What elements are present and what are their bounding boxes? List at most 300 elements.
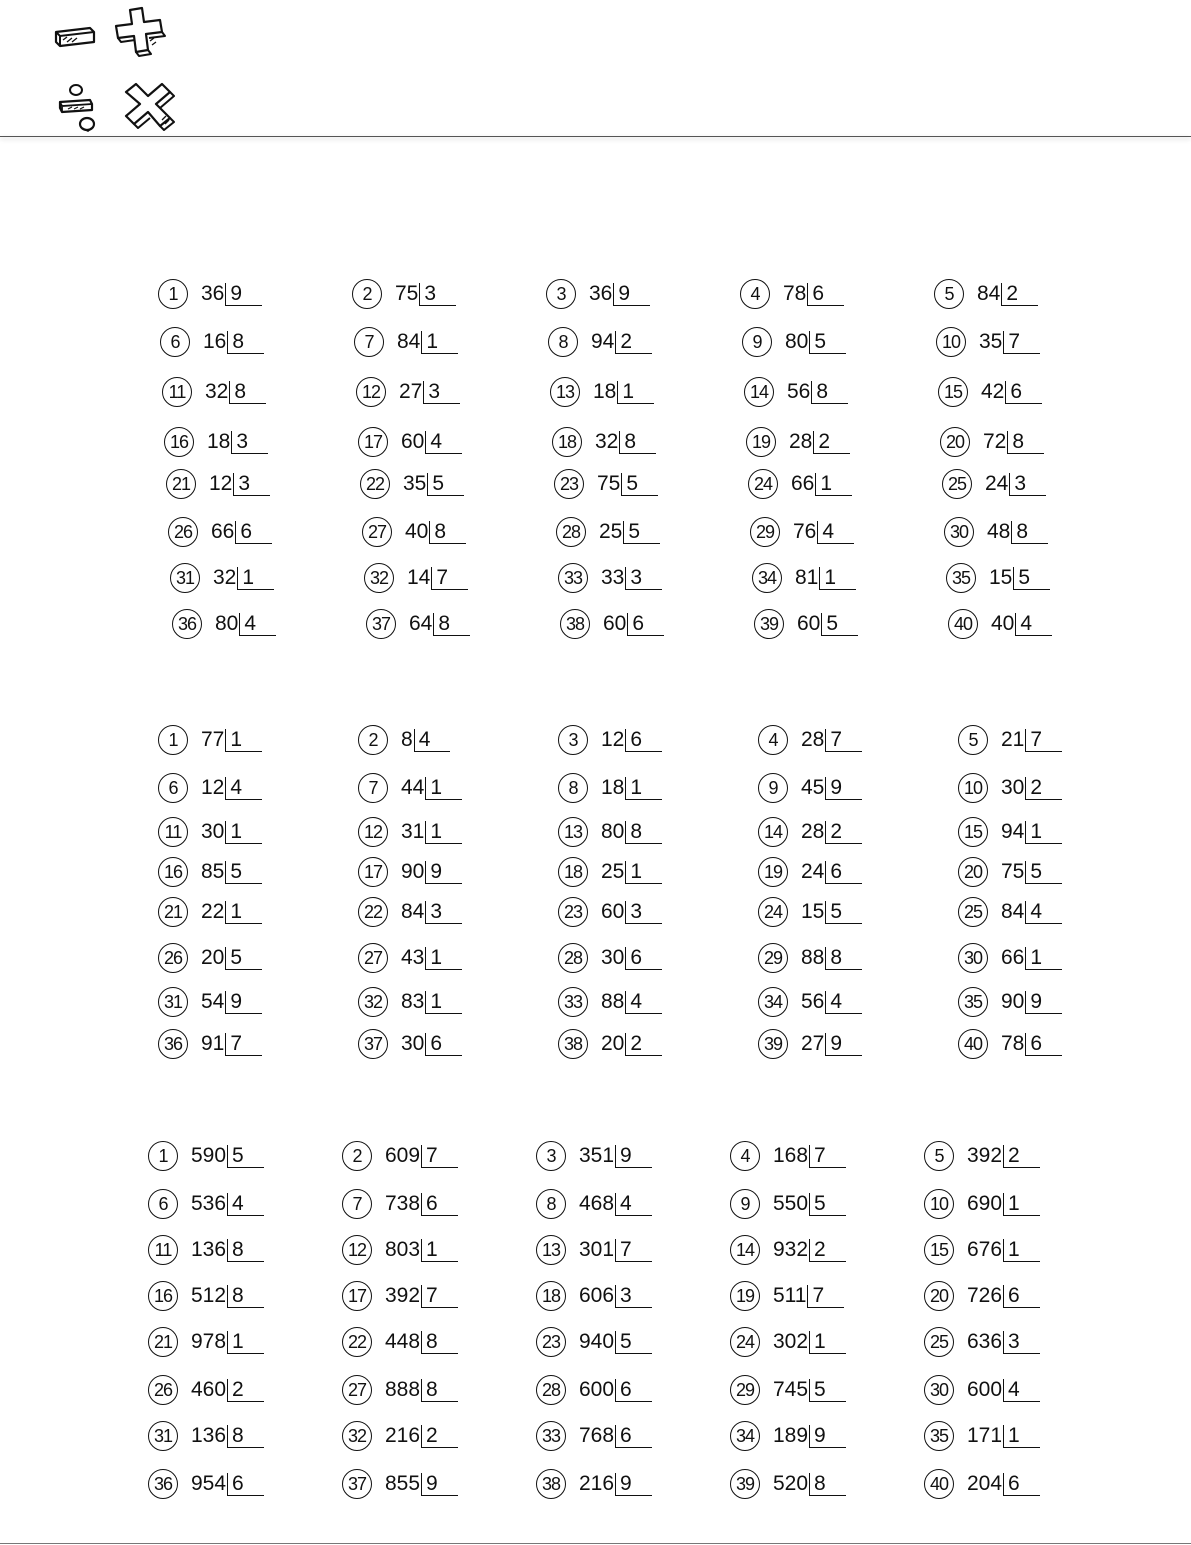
division-problem	[536, 1466, 652, 1502]
division-problem	[342, 1232, 458, 1268]
divisor[interactable]: 8	[227, 1425, 264, 1448]
problem-number: 5	[934, 279, 964, 309]
divisor[interactable]: 3	[423, 381, 460, 404]
division-problem	[168, 514, 272, 550]
division-problem	[924, 1372, 1040, 1408]
divisor[interactable]: 6	[425, 1033, 462, 1056]
divisor[interactable]: 1	[815, 473, 852, 496]
divisor[interactable]: 9	[425, 861, 462, 884]
worksheet-header	[0, 0, 1191, 140]
problem-number: 39	[730, 1469, 760, 1499]
dividend: 78	[1001, 1032, 1025, 1055]
divisor[interactable]: 8	[1011, 521, 1048, 544]
division-problem	[360, 466, 464, 502]
dividend: 940	[579, 1330, 615, 1353]
dividend: 90	[1001, 990, 1025, 1013]
division-problem	[946, 560, 1050, 596]
divisor[interactable]: 2	[813, 431, 850, 454]
division-problem	[536, 1324, 652, 1360]
divisor[interactable]: 1	[225, 729, 262, 752]
problem-number: 23	[554, 469, 584, 499]
dividend: 351	[579, 1144, 615, 1167]
divisor[interactable]: 6	[1003, 1285, 1040, 1308]
dividend: 768	[579, 1424, 615, 1447]
division-problem	[358, 722, 450, 758]
problem-number: 3	[546, 279, 576, 309]
divisor[interactable]: 2	[1025, 777, 1062, 800]
division-problem	[948, 606, 1052, 642]
divisor[interactable]: 7	[225, 1033, 262, 1056]
divisor[interactable]: 7	[1003, 331, 1040, 354]
divisor[interactable]: 5	[809, 1193, 846, 1216]
division-problem	[164, 424, 268, 460]
problem-number: 5	[924, 1141, 954, 1171]
problem-number: 27	[358, 943, 388, 973]
division-problem	[546, 276, 650, 312]
divisor[interactable]: 3	[419, 283, 456, 306]
division-problem	[358, 940, 462, 976]
divisor[interactable]: 6	[235, 521, 272, 544]
division-problem	[158, 1026, 262, 1062]
division-problem	[958, 770, 1062, 806]
division-problem	[358, 770, 462, 806]
problem-number: 31	[170, 563, 200, 593]
problem-number: 1	[158, 725, 188, 755]
divisor[interactable]: 5	[1013, 567, 1050, 590]
division-problem	[958, 1026, 1062, 1062]
dividend: 726	[967, 1284, 1003, 1307]
dividend: 40	[991, 612, 1015, 635]
divisor[interactable]: 1	[225, 821, 262, 844]
divisor[interactable]: 6	[807, 283, 844, 306]
divisor[interactable]: 6	[421, 1193, 458, 1216]
division-problem	[758, 894, 862, 930]
division-problem	[548, 324, 652, 360]
division-problem	[958, 814, 1062, 850]
divisor[interactable]: 6	[1025, 1033, 1062, 1056]
divisor[interactable]: 5	[809, 331, 846, 354]
divisor[interactable]: 4	[239, 613, 276, 636]
divisor[interactable]: 1	[809, 1331, 846, 1354]
division-problem	[958, 894, 1062, 930]
divisor[interactable]: 4	[414, 729, 451, 752]
divisor[interactable]: 8	[421, 1331, 458, 1354]
dividend: 392	[967, 1144, 1003, 1167]
dividend: 66	[1001, 946, 1025, 969]
divisor[interactable]: 4	[425, 431, 462, 454]
divisor[interactable]: 3	[233, 473, 270, 496]
divisor[interactable]: 4	[825, 991, 862, 1014]
divisor[interactable]: 1	[227, 1331, 264, 1354]
problem-number: 28	[536, 1375, 566, 1405]
divisor[interactable]: 5	[821, 613, 858, 636]
divisor[interactable]: 9	[615, 1145, 652, 1168]
divisor[interactable]: 7	[421, 1145, 458, 1168]
problem-number: 35	[946, 563, 976, 593]
dividend: 35	[403, 472, 427, 495]
problem-number: 7	[358, 773, 388, 803]
problem-number: 16	[158, 857, 188, 887]
divisor[interactable]: 8	[1007, 431, 1044, 454]
divisor[interactable]: 2	[1001, 283, 1038, 306]
division-problem	[170, 560, 274, 596]
problem-number: 27	[342, 1375, 372, 1405]
problem-number: 1	[158, 279, 188, 309]
division-problem	[550, 374, 654, 410]
divisor[interactable]: 2	[825, 821, 862, 844]
divisor[interactable]: 8	[825, 947, 862, 970]
problem-number: 14	[730, 1235, 760, 1265]
divisor[interactable]: 7	[431, 567, 468, 590]
dividend: 636	[967, 1330, 1003, 1353]
divisor[interactable]: 2	[227, 1379, 264, 1402]
dividend: 136	[191, 1238, 227, 1261]
problem-number: 25	[924, 1327, 954, 1357]
divisor[interactable]: 9	[225, 991, 262, 1014]
divisor[interactable]: 3	[625, 567, 662, 590]
dividend: 745	[773, 1378, 809, 1401]
divisor[interactable]: 4	[225, 777, 262, 800]
divisor[interactable]: 1	[237, 567, 274, 590]
dividend: 78	[783, 282, 807, 305]
problem-number: 22	[342, 1327, 372, 1357]
dividend: 45	[801, 776, 825, 799]
divisor[interactable]: 1	[1003, 1193, 1040, 1216]
problem-number: 35	[924, 1421, 954, 1451]
division-problem	[342, 1372, 458, 1408]
dividend: 28	[801, 820, 825, 843]
division-problem	[730, 1324, 846, 1360]
dividend: 80	[215, 612, 239, 635]
dividend: 31	[401, 820, 425, 843]
problem-number: 26	[148, 1375, 178, 1405]
dividend: 76	[793, 520, 817, 543]
dividend: 27	[399, 380, 423, 403]
division-problem	[558, 894, 662, 930]
divisor[interactable]: 5	[225, 947, 262, 970]
divisor[interactable]: 3	[625, 901, 662, 924]
divisor[interactable]: 8	[229, 381, 266, 404]
problem-number: 35	[958, 987, 988, 1017]
dividend: 72	[983, 430, 1007, 453]
divisor[interactable]: 1	[1003, 1239, 1040, 1262]
problem-number: 24	[758, 897, 788, 927]
dividend: 189	[773, 1424, 809, 1447]
division-problem	[558, 854, 662, 890]
divisor[interactable]: 1	[421, 331, 458, 354]
divisor[interactable]: 1	[1025, 947, 1062, 970]
divide-icon	[56, 80, 96, 136]
division-problem	[730, 1232, 846, 1268]
dividend: 64	[409, 612, 433, 635]
division-problem	[148, 1372, 264, 1408]
problem-number: 38	[560, 609, 590, 639]
divisor[interactable]: 9	[825, 1033, 862, 1056]
divisor[interactable]: 9	[225, 283, 262, 306]
divisor[interactable]: 6	[1003, 1473, 1040, 1496]
dividend: 60	[603, 612, 627, 635]
problem-number: 8	[558, 773, 588, 803]
divisor[interactable]: 6	[625, 729, 662, 752]
problem-number: 22	[360, 469, 390, 499]
divisor[interactable]: 6	[627, 613, 664, 636]
divisor[interactable]: 5	[1025, 861, 1062, 884]
dividend: 56	[801, 990, 825, 1013]
divisor[interactable]: 4	[625, 991, 662, 1014]
problem-number: 18	[558, 857, 588, 887]
division-problem	[942, 466, 1046, 502]
dividend: 14	[407, 566, 431, 589]
divisor[interactable]: 5	[427, 473, 464, 496]
problem-number: 30	[924, 1375, 954, 1405]
dividend: 94	[1001, 820, 1025, 843]
divisor[interactable]: 9	[1025, 991, 1062, 1014]
problem-number: 31	[158, 987, 188, 1017]
divisor[interactable]: 7	[421, 1285, 458, 1308]
divisor[interactable]: 1	[425, 777, 462, 800]
divisor[interactable]: 1	[1025, 821, 1062, 844]
divisor[interactable]: 8	[619, 431, 656, 454]
divisor[interactable]: 6	[825, 861, 862, 884]
problem-number: 36	[172, 609, 202, 639]
dividend: 392	[385, 1284, 421, 1307]
dividend: 22	[201, 900, 225, 923]
divisor[interactable]: 1	[625, 777, 662, 800]
division-problem	[552, 424, 656, 460]
dividend: 48	[987, 520, 1011, 543]
divisor[interactable]: 7	[1025, 729, 1062, 752]
divisor[interactable]: 4	[615, 1193, 652, 1216]
divisor[interactable]: 2	[615, 331, 652, 354]
divisor[interactable]: 5	[621, 473, 658, 496]
divisor[interactable]: 9	[421, 1473, 458, 1496]
divisor[interactable]: 1	[625, 861, 662, 884]
dividend: 609	[385, 1144, 421, 1167]
problem-number: 33	[558, 563, 588, 593]
division-problem	[730, 1418, 846, 1454]
divisor[interactable]: 8	[429, 521, 466, 544]
divisor[interactable]: 5	[227, 1145, 264, 1168]
divisor[interactable]: 3	[1009, 473, 1046, 496]
divisor[interactable]: 3	[425, 901, 462, 924]
division-problem	[356, 374, 460, 410]
division-problem	[744, 374, 848, 410]
division-problem	[358, 854, 462, 890]
division-problem	[924, 1138, 1040, 1174]
problem-number: 11	[148, 1235, 178, 1265]
divisor[interactable]: 9	[809, 1425, 846, 1448]
dividend: 18	[601, 776, 625, 799]
division-problem	[536, 1372, 652, 1408]
dividend: 88	[801, 946, 825, 969]
problem-number: 17	[358, 427, 388, 457]
division-problem	[342, 1418, 458, 1454]
division-problem	[746, 424, 850, 460]
dividend: 460	[191, 1378, 227, 1401]
divisor[interactable]: 1	[819, 567, 856, 590]
divisor[interactable]: 9	[825, 777, 862, 800]
dividend: 36	[589, 282, 613, 305]
divisor[interactable]: 7	[615, 1239, 652, 1262]
division-problem	[558, 1026, 662, 1062]
dividend: 550	[773, 1192, 809, 1215]
division-problem	[148, 1186, 264, 1222]
divisor[interactable]: 9	[615, 1473, 652, 1496]
problem-number: 18	[552, 427, 582, 457]
problem-number: 12	[342, 1235, 372, 1265]
division-problem	[758, 984, 862, 1020]
divisor[interactable]: 1	[421, 1239, 458, 1262]
dividend: 43	[401, 946, 425, 969]
problem-number: 38	[536, 1469, 566, 1499]
problem-number: 17	[358, 857, 388, 887]
divisor[interactable]: 1	[225, 901, 262, 924]
divisor[interactable]: 2	[1003, 1145, 1040, 1168]
divisor[interactable]: 2	[421, 1425, 458, 1448]
divisor[interactable]: 4	[227, 1193, 264, 1216]
divisor[interactable]: 4	[1025, 901, 1062, 924]
division-problem	[958, 940, 1062, 976]
divisor[interactable]: 5	[623, 521, 660, 544]
problem-number: 36	[158, 1029, 188, 1059]
dividend: 35	[979, 330, 1003, 353]
dividend: 60	[797, 612, 821, 635]
problem-number: 16	[164, 427, 194, 457]
problem-number: 29	[750, 517, 780, 547]
divisor[interactable]: 8	[433, 613, 470, 636]
division-problem	[366, 606, 470, 642]
dividend: 75	[597, 472, 621, 495]
dividend: 66	[791, 472, 815, 495]
problem-number: 12	[358, 817, 388, 847]
problem-number: 21	[148, 1327, 178, 1357]
division-problem	[342, 1186, 458, 1222]
division-problem	[342, 1278, 458, 1314]
divisor[interactable]: 8	[809, 1473, 846, 1496]
divisor[interactable]: 8	[811, 381, 848, 404]
divisor[interactable]: 9	[613, 283, 650, 306]
problem-number: 26	[158, 943, 188, 973]
divisor[interactable]: 1	[617, 381, 654, 404]
dividend: 84	[397, 330, 421, 353]
division-problem	[358, 424, 462, 460]
division-problem	[362, 514, 466, 550]
dividend: 12	[601, 728, 625, 751]
dividend: 66	[211, 520, 235, 543]
dividend: 15	[801, 900, 825, 923]
divisor[interactable]: 3	[1003, 1331, 1040, 1354]
problem-number: 33	[558, 987, 588, 1017]
problem-number: 29	[758, 943, 788, 973]
divisor[interactable]: 6	[615, 1379, 652, 1402]
divisor[interactable]: 8	[227, 1285, 264, 1308]
dividend: 81	[795, 566, 819, 589]
divisor[interactable]: 7	[809, 1145, 846, 1168]
divisor[interactable]: 1	[425, 947, 462, 970]
divisor[interactable]: 7	[807, 1285, 844, 1308]
divisor[interactable]: 6	[227, 1473, 264, 1496]
problem-number: 6	[160, 327, 190, 357]
dividend: 536	[191, 1192, 227, 1215]
division-problem	[556, 514, 660, 550]
dividend: 12	[201, 776, 225, 799]
divisor[interactable]: 6	[1005, 381, 1042, 404]
problem-number: 7	[354, 327, 384, 357]
dividend: 590	[191, 1144, 227, 1167]
problem-number: 33	[536, 1421, 566, 1451]
division-problem	[148, 1138, 264, 1174]
problem-number: 22	[358, 897, 388, 927]
problem-number: 13	[536, 1235, 566, 1265]
divisor[interactable]: 4	[1015, 613, 1052, 636]
problem-number: 23	[558, 897, 588, 927]
divisor[interactable]: 8	[227, 331, 264, 354]
dividend: 77	[201, 728, 225, 751]
divisor[interactable]: 4	[1003, 1379, 1040, 1402]
divisor[interactable]: 8	[421, 1379, 458, 1402]
divisor[interactable]: 1	[425, 991, 462, 1014]
divisor[interactable]: 1	[1003, 1425, 1040, 1448]
divisor[interactable]: 3	[231, 431, 268, 454]
divisor[interactable]: 6	[625, 947, 662, 970]
problem-number: 32	[358, 987, 388, 1017]
problem-number: 6	[148, 1189, 178, 1219]
dividend: 978	[191, 1330, 227, 1353]
divisor[interactable]: 2	[625, 1033, 662, 1056]
problem-number: 28	[558, 943, 588, 973]
divisor[interactable]: 8	[227, 1239, 264, 1262]
division-problem	[560, 606, 664, 642]
division-problem	[938, 374, 1042, 410]
division-problem	[158, 894, 262, 930]
problem-number: 19	[746, 427, 776, 457]
dividend: 448	[385, 1330, 421, 1353]
dividend: 676	[967, 1238, 1003, 1261]
dividend: 91	[201, 1032, 225, 1055]
divisor[interactable]: 3	[615, 1285, 652, 1308]
problem-number: 8	[548, 327, 578, 357]
dividend: 512	[191, 1284, 227, 1307]
divisor[interactable]: 5	[225, 861, 262, 884]
division-problem	[758, 854, 862, 890]
dividend: 18	[593, 380, 617, 403]
divisor[interactable]: 5	[825, 901, 862, 924]
divisor[interactable]: 5	[615, 1331, 652, 1354]
problem-number: 4	[730, 1141, 760, 1171]
dividend: 954	[191, 1472, 227, 1495]
divisor[interactable]: 5	[809, 1379, 846, 1402]
division-problem	[558, 814, 662, 850]
dividend: 171	[967, 1424, 1003, 1447]
divisor[interactable]: 6	[615, 1425, 652, 1448]
dividend: 888	[385, 1378, 421, 1401]
division-problem	[748, 466, 852, 502]
divisor[interactable]: 2	[809, 1239, 846, 1262]
problem-number: 4	[740, 279, 770, 309]
division-problem	[536, 1418, 652, 1454]
problem-number: 2	[342, 1141, 372, 1171]
division-problem	[158, 770, 262, 806]
division-problem	[934, 276, 1038, 312]
divisor[interactable]: 4	[817, 521, 854, 544]
divisor[interactable]: 1	[425, 821, 462, 844]
problem-number: 39	[754, 609, 784, 639]
header-divider	[0, 136, 1191, 137]
divisor[interactable]: 7	[825, 729, 862, 752]
division-problem	[158, 854, 262, 890]
problem-number: 34	[752, 563, 782, 593]
divisor[interactable]: 8	[625, 821, 662, 844]
